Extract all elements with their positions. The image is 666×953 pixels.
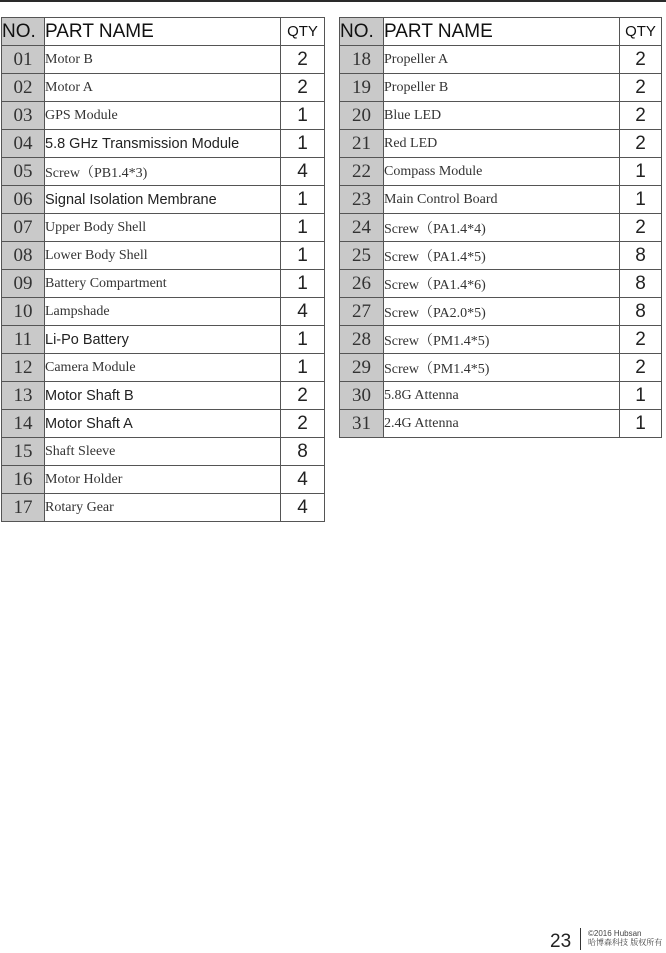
part-name: Lower Body Shell	[45, 242, 281, 270]
part-qty: 2	[620, 214, 662, 242]
part-qty: 1	[281, 186, 325, 214]
part-qty: 4	[281, 158, 325, 186]
part-name: 2.4G Attenna	[384, 410, 620, 438]
header-no: NO.	[340, 18, 384, 46]
table-row	[2, 130, 325, 158]
part-number: 06	[2, 186, 45, 214]
table-row	[2, 298, 325, 326]
table-row	[340, 102, 662, 130]
table-row	[340, 242, 662, 270]
part-qty: 1	[620, 410, 662, 438]
part-qty: 2	[620, 102, 662, 130]
part-name: Screw（PM1.4*5)	[384, 354, 620, 382]
part-number: 03	[2, 102, 45, 130]
table-row	[2, 466, 325, 494]
table-row	[340, 270, 662, 298]
part-qty: 8	[620, 242, 662, 270]
part-qty: 2	[620, 130, 662, 158]
table-row	[340, 158, 662, 186]
part-number: 05	[2, 158, 45, 186]
part-qty: 1	[281, 270, 325, 298]
part-name: Propeller B	[384, 74, 620, 102]
part-number: 04	[2, 130, 45, 158]
part-qty: 2	[620, 46, 662, 74]
part-name: Screw（PA1.4*4)	[384, 214, 620, 242]
parts-table-right	[339, 17, 662, 438]
part-name: Motor A	[45, 74, 281, 102]
part-name: 5.8 GHz Transmission Module	[45, 130, 281, 158]
part-number: 25	[340, 242, 384, 270]
table-row	[340, 214, 662, 242]
table-row	[2, 158, 325, 186]
table-row	[340, 186, 662, 214]
part-name: Upper Body Shell	[45, 214, 281, 242]
part-name: Red LED	[384, 130, 620, 158]
table-row	[2, 74, 325, 102]
part-name: Screw（PA2.0*5)	[384, 298, 620, 326]
part-name: Battery Compartment	[45, 270, 281, 298]
table-row	[2, 438, 325, 466]
part-qty: 4	[281, 494, 325, 522]
part-name: Li-Po Battery	[45, 326, 281, 354]
part-qty: 2	[281, 410, 325, 438]
top-rule	[0, 0, 666, 2]
part-number: 27	[340, 298, 384, 326]
part-name: Screw（PM1.4*5)	[384, 326, 620, 354]
part-name: Main Control Board	[384, 186, 620, 214]
part-number: 18	[340, 46, 384, 74]
table-row	[2, 494, 325, 522]
part-number: 10	[2, 298, 45, 326]
table-header-row	[2, 18, 325, 46]
part-number: 31	[340, 410, 384, 438]
part-qty: 8	[620, 298, 662, 326]
part-qty: 2	[620, 74, 662, 102]
copyright-block	[588, 929, 662, 947]
table-row	[340, 298, 662, 326]
table-row	[2, 214, 325, 242]
footer-divider	[580, 928, 581, 950]
part-name: Blue LED	[384, 102, 620, 130]
part-qty: 1	[281, 102, 325, 130]
part-number: 17	[2, 494, 45, 522]
part-number: 01	[2, 46, 45, 74]
table-row	[340, 382, 662, 410]
table-row	[340, 326, 662, 354]
header-qty: QTY	[620, 18, 662, 46]
table-row	[340, 410, 662, 438]
part-name: Lampshade	[45, 298, 281, 326]
table-row	[340, 46, 662, 74]
part-number: 28	[340, 326, 384, 354]
part-name: 5.8G Attenna	[384, 382, 620, 410]
part-qty: 4	[281, 466, 325, 494]
table-row	[2, 242, 325, 270]
part-number: 09	[2, 270, 45, 298]
copyright-cn-text: 哈博森科技 版权所有	[588, 938, 663, 947]
part-number: 22	[340, 158, 384, 186]
part-number: 21	[340, 130, 384, 158]
part-number: 14	[2, 410, 45, 438]
part-number: 07	[2, 214, 45, 242]
part-number: 12	[2, 354, 45, 382]
part-number: 11	[2, 326, 45, 354]
part-qty: 1	[620, 382, 662, 410]
part-number: 23	[340, 186, 384, 214]
table-row	[2, 186, 325, 214]
table-row	[2, 326, 325, 354]
table-row	[2, 382, 325, 410]
part-qty: 1	[281, 130, 325, 158]
header-part-name: PART NAME	[384, 18, 620, 46]
table-row	[2, 410, 325, 438]
part-name: Screw（PA1.4*6)	[384, 270, 620, 298]
table-row	[2, 270, 325, 298]
part-name: Screw（PA1.4*5)	[384, 242, 620, 270]
part-number: 20	[340, 102, 384, 130]
part-qty: 2	[281, 382, 325, 410]
part-number: 02	[2, 74, 45, 102]
part-name: Motor Shaft A	[45, 410, 281, 438]
part-name: Motor Shaft B	[45, 382, 281, 410]
part-number: 24	[340, 214, 384, 242]
part-number: 30	[340, 382, 384, 410]
parts-table-left	[1, 17, 325, 522]
table-row	[2, 102, 325, 130]
part-name: Motor B	[45, 46, 281, 74]
header-part-name: PART NAME	[45, 18, 281, 46]
part-name: Camera Module	[45, 354, 281, 382]
table-row	[2, 354, 325, 382]
part-name: GPS Module	[45, 102, 281, 130]
part-qty: 2	[620, 326, 662, 354]
part-number: 19	[340, 74, 384, 102]
part-name: Signal Isolation Membrane	[45, 186, 281, 214]
part-qty: 1	[620, 158, 662, 186]
table-header-row	[340, 18, 662, 46]
part-number: 13	[2, 382, 45, 410]
part-number: 29	[340, 354, 384, 382]
part-name: Screw（PB1.4*3)	[45, 158, 281, 186]
header-qty: QTY	[281, 18, 325, 46]
header-no: NO.	[2, 18, 45, 46]
part-name: Motor Holder	[45, 466, 281, 494]
part-qty: 2	[281, 46, 325, 74]
part-qty: 8	[281, 438, 325, 466]
part-qty: 1	[620, 186, 662, 214]
part-number: 26	[340, 270, 384, 298]
part-name: Shaft Sleeve	[45, 438, 281, 466]
part-qty: 2	[620, 354, 662, 382]
part-qty: 2	[281, 74, 325, 102]
table-row	[340, 354, 662, 382]
part-qty: 1	[281, 242, 325, 270]
part-name: Propeller A	[384, 46, 620, 74]
part-number: 15	[2, 438, 45, 466]
part-number: 08	[2, 242, 45, 270]
part-number: 16	[2, 466, 45, 494]
part-qty: 1	[281, 354, 325, 382]
part-qty: 1	[281, 214, 325, 242]
copyright-text: ©2016 Hubsan	[588, 929, 642, 938]
part-qty: 8	[620, 270, 662, 298]
table-row	[340, 74, 662, 102]
part-qty: 4	[281, 298, 325, 326]
part-name: Rotary Gear	[45, 494, 281, 522]
part-name: Compass Module	[384, 158, 620, 186]
table-row	[2, 46, 325, 74]
page-number: 23	[550, 931, 572, 952]
part-qty: 1	[281, 326, 325, 354]
table-row	[340, 130, 662, 158]
